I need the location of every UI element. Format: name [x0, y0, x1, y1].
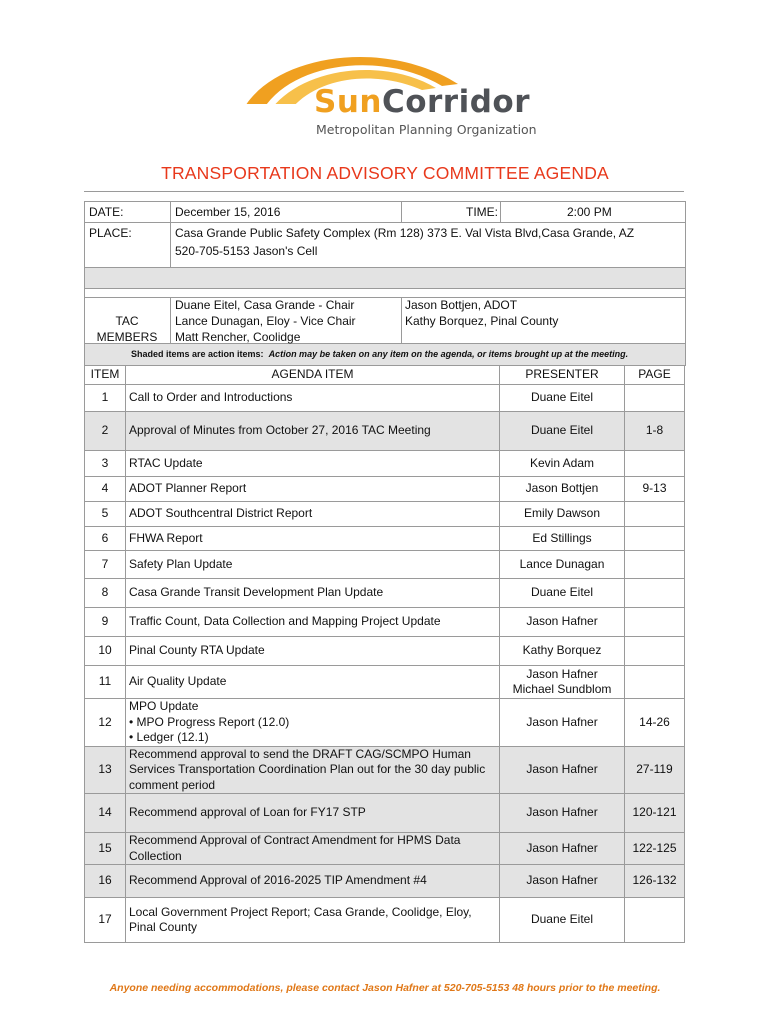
divider [401, 297, 402, 344]
agenda-item-line: Local Government Project Report; Casa Grande, Coolidge, Eloy, [129, 904, 472, 919]
meeting-info-block [84, 201, 686, 366]
presenter-line: Emily Dawson [523, 506, 601, 521]
table-row [85, 637, 685, 666]
page-range [625, 385, 685, 412]
title-divider [84, 191, 684, 192]
agenda-item-line: Services Transportation Coordination Plan out for the 30 day public [129, 762, 486, 776]
divider [500, 202, 501, 222]
item-number: 17 [85, 898, 126, 943]
agenda-item-line: Casa Grande Transit Development Plan Update [129, 585, 384, 600]
agenda-item-line: MPO Update [129, 699, 199, 713]
agenda-item [126, 794, 500, 833]
presenter-line: Ed Stillings [532, 530, 592, 545]
page-range: 9-13 [625, 477, 685, 502]
tac-label: TAC [115, 314, 139, 328]
presenter-line: Kevin Adam [529, 455, 595, 470]
table-row [85, 833, 685, 865]
page-range: 14-26 [625, 699, 685, 747]
presenter-line: Duane Eitel [530, 912, 594, 927]
logo-wordmark: SunCorridor [314, 84, 530, 120]
presenter [500, 412, 625, 451]
page-range: 122-125 [625, 833, 685, 865]
agenda-item-line: Pinal County RTA Update [129, 643, 265, 658]
presenter [500, 579, 625, 608]
item-number: 14 [85, 794, 126, 833]
agenda-item [126, 385, 500, 412]
place-label: PLACE: [89, 226, 132, 240]
divider [170, 297, 171, 344]
agenda-item-line: • Ledger (12.1) [129, 730, 209, 744]
page-range [625, 898, 685, 943]
agenda-item [126, 865, 500, 898]
action-note: Shaded items are action items: Action may be taken on any item on the agenda, or items brought up at the meeting. [131, 349, 629, 359]
presenter-line: Jason Hafner [526, 873, 598, 888]
presenter [500, 666, 625, 699]
presenter-line: Jason Hafner [526, 762, 598, 776]
presenter [500, 746, 625, 794]
agenda-item-line: Recommend approval to send the DRAFT CAG/SCMPO Human [129, 746, 471, 761]
agenda-item [126, 608, 500, 637]
table-row [85, 477, 685, 502]
item-number: 8 [85, 579, 126, 608]
table-row [85, 527, 685, 551]
presenter [500, 637, 625, 666]
page-range [625, 666, 685, 699]
col-presenter-header: PRESENTER [500, 366, 625, 385]
time-label: TIME: [466, 205, 498, 219]
page-range [625, 451, 685, 477]
agenda-item-line: Call to Order and Introductions [129, 390, 293, 405]
divider [170, 202, 171, 268]
divider [85, 288, 685, 289]
members-label: MEMBERS [96, 330, 158, 344]
presenter [500, 502, 625, 527]
presenter [500, 898, 625, 943]
agenda-item [126, 579, 500, 608]
date-value: December 15, 2016 [175, 205, 281, 219]
presenter-line: Jason Bottjen [525, 481, 599, 496]
contact-phone: 520-705-5153 Jason's Cell [175, 244, 318, 258]
item-number: 15 [85, 833, 126, 865]
logo-subtitle: Metropolitan Planning Organization [316, 122, 537, 137]
table-row [85, 608, 685, 637]
agenda-item-line: ADOT Planner Report [129, 481, 247, 496]
table-row [85, 666, 685, 699]
agenda-item-line: Safety Plan Update [129, 556, 233, 571]
col-agenda-header: AGENDA ITEM [126, 366, 500, 385]
agenda-item [126, 746, 500, 794]
presenter [500, 451, 625, 477]
item-number: 6 [85, 527, 126, 551]
member-left-1: Duane Eitel, Casa Grande - Chair [175, 298, 355, 312]
table-row [85, 551, 685, 579]
presenter-line: Duane Eitel [530, 423, 594, 438]
item-number: 10 [85, 637, 126, 666]
agenda-item-line: ADOT Southcentral District Report [129, 506, 313, 521]
presenter [500, 699, 625, 747]
accommodation-notice: Anyone needing accommodations, please contact Jason Hafner at 520-705-5153 48 hours prior to the meeting. [109, 982, 661, 994]
table-row [85, 746, 685, 794]
agenda-item [126, 637, 500, 666]
agenda-item [126, 412, 500, 451]
agenda-item-line: Traffic Count, Data Collection and Mapping Project Update [129, 614, 441, 629]
presenter [500, 865, 625, 898]
divider [85, 222, 685, 223]
table-row [85, 865, 685, 898]
page-range: 1-8 [625, 412, 685, 451]
agenda-item [126, 898, 500, 943]
agenda-item-line: Approval of Minutes from October 27, 2016 TAC Meeting [129, 423, 431, 438]
member-left-2: Lance Dunagan, Eloy - Vice Chair [175, 314, 356, 328]
presenter [500, 608, 625, 637]
col-page-header: PAGE [625, 366, 685, 385]
table-row [85, 898, 685, 943]
page-range [625, 637, 685, 666]
place-value: Casa Grande Public Safety Complex (Rm 128) 373 E. Val Vista Blvd,Casa Grande, AZ [175, 226, 635, 240]
presenter-line: Jason Hafner [526, 805, 598, 820]
presenter-line: Jason Hafner [526, 714, 598, 729]
table-row [85, 385, 685, 412]
page-title: TRANSPORTATION ADVISORY COMMITTEE AGENDA [161, 163, 609, 183]
table-row [85, 579, 685, 608]
presenter [500, 385, 625, 412]
page-range: 126-132 [625, 865, 685, 898]
agenda-item [126, 451, 500, 477]
page-range [625, 608, 685, 637]
presenter-line: Jason Hafner [526, 614, 598, 629]
item-number: 16 [85, 865, 126, 898]
presenter [500, 477, 625, 502]
item-number: 5 [85, 502, 126, 527]
item-number: 11 [85, 666, 126, 699]
table-header-row [85, 366, 685, 385]
member-right-2: Kathy Borquez, Pinal County [405, 314, 559, 328]
agenda-item [126, 527, 500, 551]
agenda-item-line: • MPO Progress Report (12.0) [129, 714, 290, 729]
divider [401, 202, 402, 222]
agenda-item-line: comment period [129, 777, 216, 792]
presenter [500, 551, 625, 579]
item-number: 1 [85, 385, 126, 412]
agenda-item-line: Pinal County [129, 920, 198, 934]
item-number: 2 [85, 412, 126, 451]
agenda-item-line: Recommend Approval of Contract Amendment for HPMS Data [129, 833, 461, 847]
table-row [85, 794, 685, 833]
member-right-1: Jason Bottjen, ADOT [405, 298, 518, 312]
table-row [85, 412, 685, 451]
item-number: 12 [85, 699, 126, 747]
agenda-item-line: Air Quality Update [129, 674, 227, 689]
table-row [85, 699, 685, 747]
agenda-rows [85, 385, 685, 943]
time-value: 2:00 PM [567, 205, 612, 219]
presenter [500, 527, 625, 551]
suncorridor-logo [236, 44, 546, 140]
col-item-header: ITEM [85, 366, 126, 385]
item-number: 3 [85, 451, 126, 477]
page-range [625, 502, 685, 527]
agenda-item [126, 551, 500, 579]
page-range [625, 527, 685, 551]
item-number: 13 [85, 746, 126, 794]
agenda-item [126, 666, 500, 699]
agenda-item [126, 699, 500, 747]
presenter-line: Duane Eitel [530, 585, 594, 600]
presenter [500, 794, 625, 833]
agenda-item-line: Recommend Approval of 2016-2025 TIP Amendment #4 [129, 873, 427, 888]
agenda-item-line: RTAC Update [129, 455, 203, 470]
table-row [85, 451, 685, 477]
agenda-item-line: Collection [129, 848, 182, 863]
page-range: 120-121 [625, 794, 685, 833]
agenda-item [126, 477, 500, 502]
agenda-item-line: Recommend approval of Loan for FY17 STP [129, 805, 366, 820]
presenter-line: Kathy Borquez [522, 643, 602, 658]
member-left-3: Matt Rencher, Coolidge [175, 330, 301, 344]
presenter-line: Jason Hafner [526, 840, 598, 855]
item-number: 7 [85, 551, 126, 579]
presenter-line: Michael Sundblom [512, 682, 612, 696]
agenda-item [126, 833, 500, 865]
shaded-spacer [85, 268, 685, 288]
agenda-item [126, 502, 500, 527]
date-label: DATE: [89, 205, 124, 219]
table-row [85, 502, 685, 527]
page-range [625, 551, 685, 579]
agenda-table [84, 365, 685, 943]
agenda-item-line: FHWA Report [129, 530, 203, 545]
presenter [500, 833, 625, 865]
page-range: 27-119 [625, 746, 685, 794]
presenter-line: Jason Hafner [526, 666, 598, 681]
presenter-line: Duane Eitel [530, 390, 594, 405]
presenter-line: Lance Dunagan [519, 556, 605, 571]
item-number: 4 [85, 477, 126, 502]
item-number: 9 [85, 608, 126, 637]
page-range [625, 579, 685, 608]
